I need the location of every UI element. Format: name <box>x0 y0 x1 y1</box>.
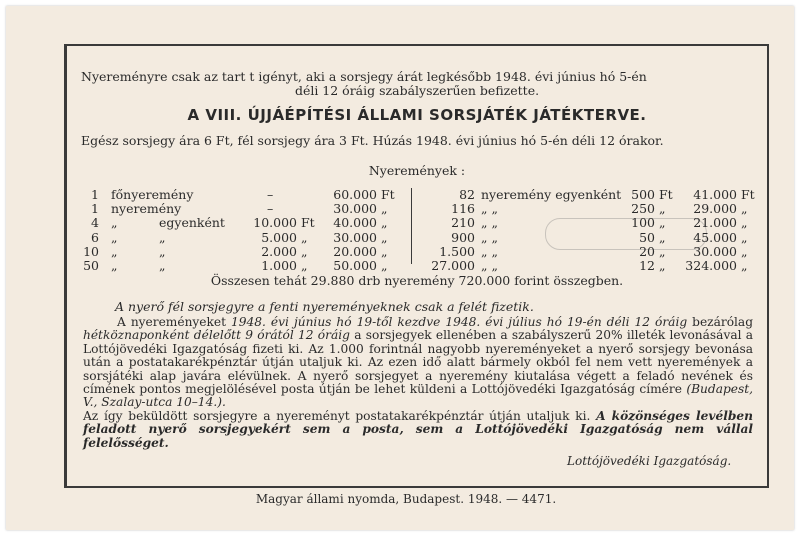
left-row-total: 20.000 <box>333 243 377 259</box>
right-row-each-unit: „ <box>659 215 666 231</box>
left-row-count: 4 <box>91 215 99 231</box>
left-row-label: „ <box>111 229 118 245</box>
left-row-label: „ <box>111 258 118 273</box>
page-title: A VIII. ÚJJÁÉPÍTÉSI ÁLLAMI SORSJÁTÉK JÁTÉKTERVE. <box>187 106 647 124</box>
payout-hours: hétköznaponként délelőtt 9 órától 12 óráig <box>83 328 350 343</box>
left-row-total: 40.000 <box>333 215 377 231</box>
left-row-total: 30.000 <box>333 229 377 245</box>
right-row-total: 29.000 <box>693 201 737 217</box>
left-row-total: 50.000 <box>333 258 377 273</box>
left-row-unit: „ <box>381 201 388 217</box>
left-row-each-value: 5.000 <box>261 229 297 245</box>
left-row-unit: Ft <box>381 187 395 202</box>
right-row-unit: „ <box>741 201 748 217</box>
right-row-unit: „ <box>741 258 748 273</box>
left-row-count: 1 <box>91 201 99 217</box>
right-row-total: 30.000 <box>693 243 737 259</box>
left-row-each: egyenként <box>159 215 225 231</box>
rules-paragraph <box>83 316 753 450</box>
left-row-count: 50 <box>83 258 99 273</box>
left-row-unit: „ <box>381 215 388 231</box>
left-row-total: 60.000 <box>333 187 377 202</box>
office-address: (Budapest, V., Szalay-utca 10–14.). <box>83 382 753 410</box>
right-row-each-unit: „ <box>659 243 666 259</box>
price-line: Egész sorsjegy ára 6 Ft, fél sorsjegy ára 3 Ft. Húzás 1948. évi június hó 5-én déli 12 órakor. <box>81 133 664 148</box>
left-row-each-unit: „ <box>301 243 308 259</box>
right-row-unit: Ft <box>741 187 755 202</box>
right-row-each-unit: „ <box>659 229 666 245</box>
left-row-each-value: 10.000 <box>253 215 297 231</box>
lottery-ticket-sheet <box>6 6 794 530</box>
left-row-count: 1 <box>91 187 99 202</box>
left-row-each-unit: Ft <box>301 215 315 231</box>
right-row-each-value: 50 <box>639 229 655 245</box>
right-row-each-value: 12 <box>639 258 655 273</box>
left-row-each-value: 2.000 <box>261 243 297 259</box>
right-row-each-unit: Ft <box>659 187 673 202</box>
total-line: Összesen tehát 29.880 drb nyeremény 720.000 forint összegben. <box>210 273 624 288</box>
left-row-each: „ <box>159 243 166 259</box>
left-row-unit: „ <box>381 258 388 273</box>
right-row-label: „ „ <box>481 243 498 259</box>
table-divider <box>411 188 412 264</box>
payout-period: 1948. évi június hó 19-től kezdve 1948. évi július hó 19-én déli 12 óráig <box>231 315 688 329</box>
right-row-each-value: 500 <box>631 187 655 202</box>
right-row-label: nyeremény egyenként <box>481 187 622 202</box>
right-row-count: 900 <box>451 229 475 245</box>
right-row-label: „ „ <box>481 201 498 217</box>
ticket-frame <box>64 44 769 488</box>
half-ticket-note: A nyerő fél sorsjegyre a fenti nyereményeknek csak a felét fizetik. <box>115 299 534 314</box>
right-row-label: „ „ <box>481 258 498 273</box>
rules-text-2 <box>83 410 753 450</box>
right-row-each-value: 250 <box>631 201 655 217</box>
left-row-label: főnyeremény <box>111 187 194 202</box>
right-row-count: 116 <box>451 201 475 217</box>
left-row-unit: „ <box>381 229 388 245</box>
right-row-each-value: 20 <box>639 243 655 259</box>
left-row-each: „ <box>159 229 166 245</box>
signature: Lottójövedéki Igazgatóság. <box>567 454 732 468</box>
right-row-unit: „ <box>741 229 748 245</box>
right-row-count: 1.500 <box>439 243 475 259</box>
rules-text-part: Az így beküldött sorsjegyre a nyereményt postatakarékpénztár útján utaljuk ki. <box>83 408 597 423</box>
intro-line-continued: déli 12 óráig szabályszerűen befizette. <box>294 83 540 98</box>
left-row-each-unit: „ <box>301 229 308 245</box>
left-row-total: 30.000 <box>333 201 377 217</box>
rules-text-part: A nyereményeket <box>117 315 232 329</box>
right-row-unit: „ <box>741 243 748 259</box>
right-row-total: 324.000 <box>685 258 737 273</box>
left-row-label: nyeremény <box>111 201 182 217</box>
right-row-label: „ „ <box>481 215 498 231</box>
left-row-each: „ <box>159 258 166 273</box>
left-row-unit: „ <box>381 243 388 259</box>
right-row-each-value: 100 <box>631 215 655 231</box>
rules-text-part: bezárólag <box>687 315 753 329</box>
right-row-count: 27.000 <box>431 258 475 273</box>
left-row-label: „ <box>111 215 118 231</box>
left-row-dash: – <box>267 201 274 217</box>
intro-line: Nyereményre csak az tart t igényt, aki a sorsjegy árát legkésőbb 1948. évi június hó 5-én <box>81 69 647 84</box>
right-row-count: 82 <box>459 187 475 202</box>
rules-text-part: a sorsjegyek ellenében a szabályszerű 20% illeték levonásával a Lottójövedéki Igazgatóság fizeti ki. Az 1.000 forintnál nagyobb nyereményeket a nyerő sorsjegy bevonása után a postatakarékpénztár útján utaljuk ki. Az ezen idő alatt bármely okból fel nem vett nyeremények a sorsjátéki alap javára elévülnek. A nyerő sorsjegyet a nyeremény kiutalása végett a feladó nevének és címének pontos megjelölésével posta útján be lehet küldeni a Lottójövedéki Igazgatóság címére <box>83 328 754 397</box>
left-row-each-unit: „ <box>301 258 308 273</box>
left-row-label: „ <box>111 243 118 259</box>
right-row-total: 41.000 <box>693 187 737 202</box>
right-row-each-unit: „ <box>659 258 666 273</box>
right-row-total: 21.000 <box>693 215 737 231</box>
prizes-heading: Nyeremények : <box>368 163 466 178</box>
liability-notice: A közönséges levélben feladott nyerő sorsjegyekért sem a posta, sem a Lottójövedéki Igazgatóság nem vállal felelősséget. <box>83 408 754 450</box>
left-row-count: 10 <box>83 243 99 259</box>
left-row-dash: – <box>267 187 274 202</box>
right-row-label: „ „ <box>481 229 498 245</box>
printer-line: Magyar állami nyomda, Budapest. 1948. — 4471. <box>255 492 557 506</box>
right-row-each-unit: „ <box>659 201 666 217</box>
right-row-count: 210 <box>451 215 475 231</box>
right-row-unit: „ <box>741 215 748 231</box>
left-row-each-value: 1.000 <box>261 258 297 273</box>
left-row-count: 6 <box>91 229 99 245</box>
rules-text <box>83 316 753 410</box>
right-row-total: 45.000 <box>693 229 737 245</box>
